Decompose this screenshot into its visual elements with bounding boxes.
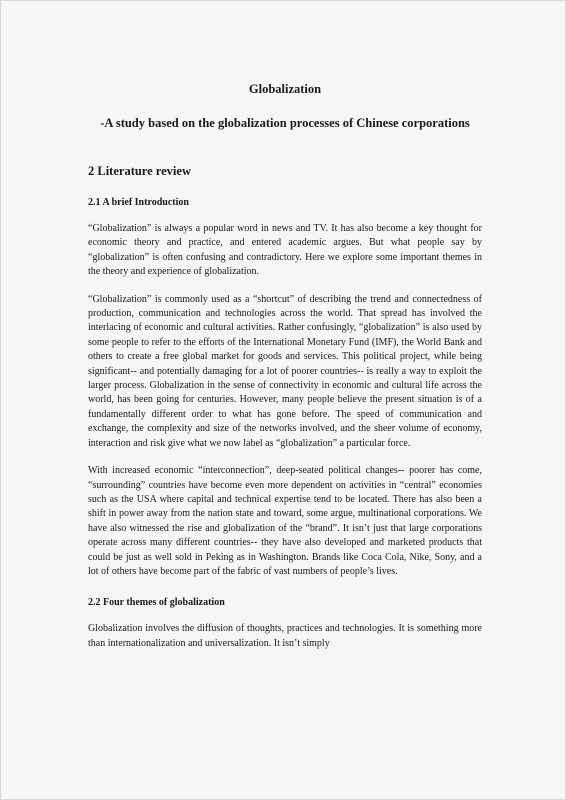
section-heading-literature-review: 2 Literature review	[88, 164, 191, 178]
paragraph: With increased economic “interconnection”, deep-seated political changes-- poorer has come, “surrounding” countries have become even more dependent on activities in “central” economies such as the USA where capital and technical expertise tend to be located. There has also been a shift in power away from the nation state and toward, some argue, multinational corporations. We have also witnessed the rise and globalization of the “brand”. It isn’t just that large corporations operate across many different countries-- they have also developed and marketed products that could be just as well sold in Peking as in Washington. Brands like Coca Cola, Nike, Sony, and a lot of others have become part of the fabric of vast numbers of people’s lives.	[88, 465, 482, 577]
document-body	[88, 81, 482, 651]
subsection-heading-four-themes: 2.2 Four themes of globalization	[88, 597, 225, 609]
document-title: Globalization	[248, 82, 322, 96]
paragraph: “Globalization” is commonly used as a “shortcut” of describing the trend and connectedness of production, communication and technologies across the world. That spread has involved the interlacing of economic and cultural activities. Rather confusingly, “globalization” is also used by some people to refer to the efforts of the International Monetary Fund (IMF), the World Bank and others to create a free global market for goods and services. This political project, while being significant-- and potentially damaging for a lot of poorer countries-- is really a way to exploit the larger process. Globalization in the sense of connectivity in economic and cultural life across the world, has been going for centuries. However, many people believe the present situation is of a fundamentally different order to what has gone before. The speed of communication and exchange, the complexity and size of the networks involved, and the sheer volume of economy, interaction and risk give what we now label as “globalization” a particular force.	[88, 293, 482, 449]
subsection-heading-brief-introduction: 2.1 A brief Introduction	[88, 197, 189, 208]
paragraph: Globalization involves the diffusion of thoughts, practices and technologies. It is something more than internationalization and universalization. It isn’t simply	[88, 623, 482, 649]
paragraph: “Globalization” is always a popular word in news and TV. It has also become a key thought for economic theory and practice, and entered academic argues. But what people say by “globalization” is often confusing and contradictory. Here we explore some important themes in the theory and experience of globalization.	[88, 223, 482, 278]
document-subtitle: -A study based on the globalization processes of Chinese corporations	[100, 116, 470, 130]
